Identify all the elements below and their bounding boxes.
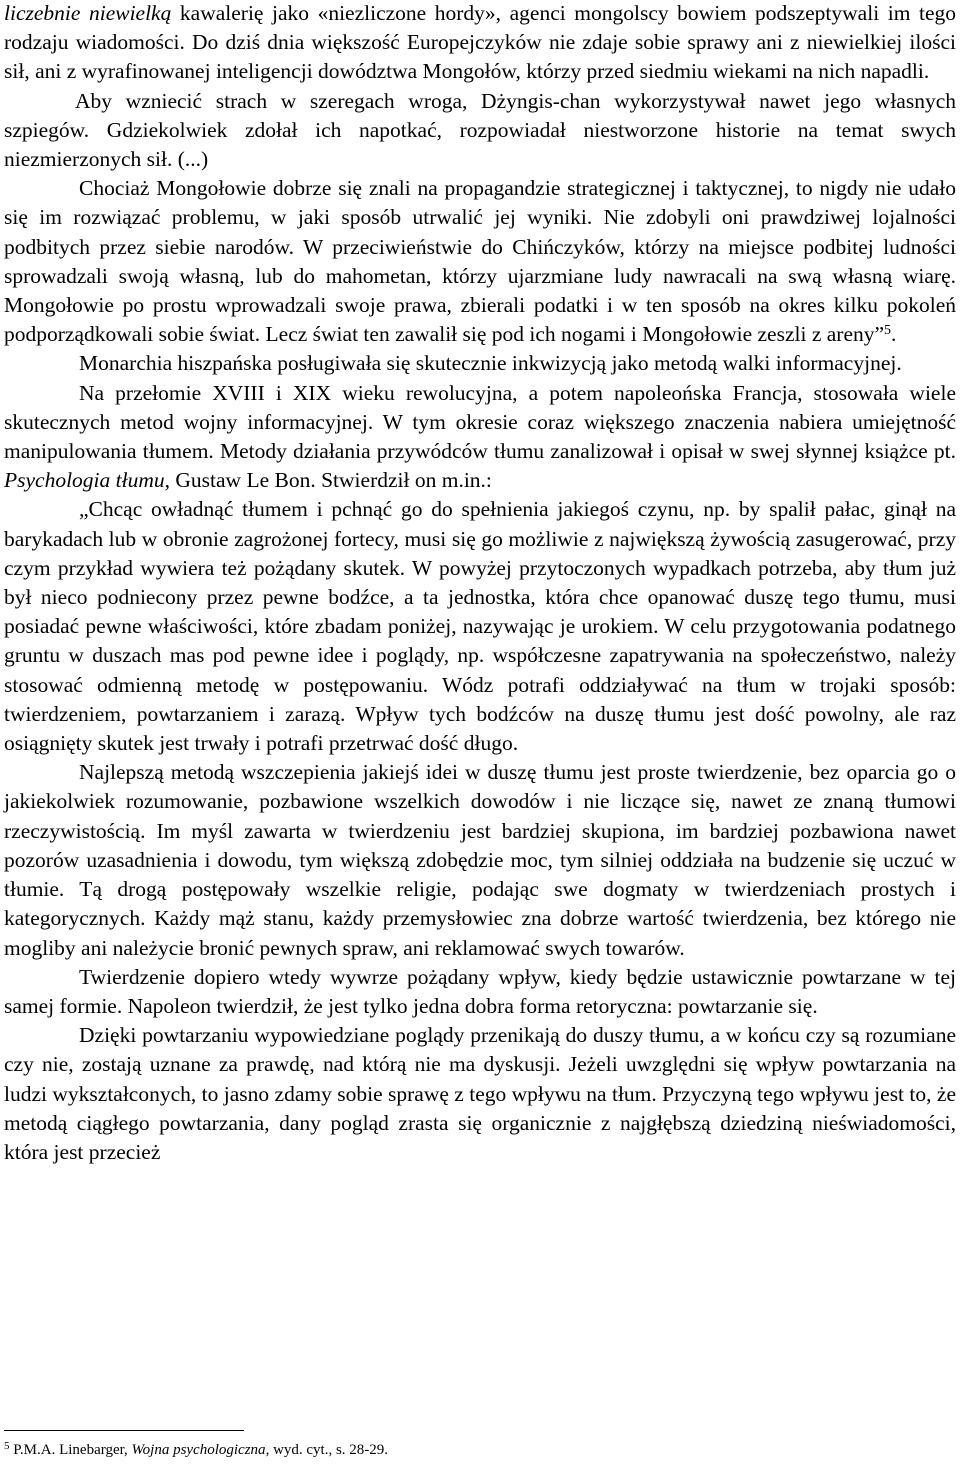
book-title: Psychologia tłumu bbox=[4, 468, 165, 493]
paragraph-text: Chociaż Mongołowie dobrze się znali na propagandzie strategicznej i taktycznej, to nigdy nie udało się im rozwiązać problemu, w jaki sposób utrwalić jej wyniki. Nie zdobyli oni prawdziwej lojalności podbitych przez siebie narodów. W przeciwieństwie do Chińczyków, którzy na miejsce podbitej ludności sprowadzali swoją własną, lub do mahometan, którzy ujarzmiane ludy nawracali na swą własną wiarę. Mongołowie po prostu wprowadzali swoje prawa, zbierali podatki i w ten sposób na okres kilku pokoleń podporządkowali sobie świat. Lecz świat ten zawalił się pod ich nogami i Mongołowie zeszli z areny” bbox=[4, 176, 956, 347]
footnote-divider bbox=[4, 1430, 244, 1431]
footnote bbox=[4, 1440, 388, 1460]
paragraph-le-bon-quote: „Chcąc owładnąć tłumem i pchnąć go do spełnienia jakiegoś czynu, np. by spalił pałac, ginął na barykadach lub w obronie zagrożonej fortecy, musi się go możliwie z największą żywością zasugerować, przy czym przykład wywiera też pożądany skutek. W powyżej przytoczonych wypadkach potrzeba, aby tłum już był nieco podniecony przez pewne bodźce, a ta jednostka, która chce opanować duszę tego tłumu, musi posiadać pewne właściwości, które zbadam poniżej, nazywając je urokiem. W celu przygotowania podatnego gruntu w duszach mas pod pewne idee i poglądy, np. współczesne zapatrywania na społeczeństwo, należy stosować odmienną metodę w postępowaniu. Wódz potrafi oddziaływać na tłum w trojaki sposób: twierdzeniem, powtarzaniem i zarazą. Wpływ tych bodźców na duszę tłumu jest dość powolny, ale raz osiągnięty skutek jest trwały i potrafi przetrwać dość długo. bbox=[4, 497, 956, 756]
paragraph-repetition-effect: Dzięki powtarzaniu wypowiedziane poglądy przenikają do duszy tłumu, a w końcu czy są rozumiane czy nie, zostają uznane za prawdę, nad którą nie ma dyskusji. Jeżeli uwzględni się wpływ powtarzania na ludzi wykształconych, to jasno zdamy sobie sprawę z tego wpływu na tłum. Przyczyną tego wpływu jest to, że metodą ciągłego powtarzania, dany pogląd zrasta się organicznie z najgłębszą dziedziną nieświadomości, która jest przecież bbox=[4, 1023, 956, 1164]
paragraph-assertion-method: Najlepszą metodą wszczepienia jakiejś idei w duszę tłumu jest proste twierdzenie, bez oparcia go o jakiekolwiek rozumowanie, pozbawione wszelkich dowodów i nie liczące się, nawet ze znaną tłumowi rzeczywistością. Im myśl zawarta w twierdzeniu jest bardziej skupiona, im bardziej pozbawiona nawet pozorów uzasadnienia i dowodu, tym większą zdobędzie moc, tym silniej oddziała na budzenie się uczuć w tłumie. Tą drogą postępowały wszelkie religie, podając swe dogmaty w twierdzeniach prostych i kategorycznych. Każdy mąż stanu, każdy przemysłowiec zna dobrze wartość twierdzenia, bez którego nie mogliby ani należycie bronić pewnych spraw, ani reklamować swych towarów. bbox=[4, 760, 956, 960]
paragraph-text: kawalerię jako «niezliczone hordy», agenci mongolscy bowiem podszeptywali im tego rodzaju wiadomości. Do dziś dnia większość Europejczyków nie zdaje sobie sprawy ani z niewielkiej ilości sił, ani z wyrafinowanej inteligencji dowództwa Mongołów, którzy przed siedmiu wiekami na nich napadli. bbox=[4, 1, 956, 84]
paragraph-repetition: Twierdzenie dopiero wtedy wywrze pożądany wpływ, kiedy będzie ustawicznie powtarzane w tej samej formie. Napoleon twierdził, że jest tylko jedna dobra forma retoryczna: powtarzanie się. bbox=[4, 964, 956, 1018]
paragraph-spanish-inquisition: Monarchia hiszpańska posługiwała się skutecznie inkwizycją jako metodą walki informacyjnej. bbox=[79, 351, 902, 376]
footnote-rest: , wyd. cyt., s. 28-29. bbox=[265, 1442, 389, 1458]
paragraph-text: , Gustaw Le Bon. Stwierdził on m.in.: bbox=[164, 468, 492, 493]
footnote-author: P.M.A. Linebarger, bbox=[9, 1442, 132, 1458]
document-page bbox=[4, 0, 956, 1167]
paragraph-mongol-cavalry bbox=[4, 0, 956, 87]
footnote-title: Wojna psychologiczna bbox=[131, 1442, 266, 1458]
paragraph-napoleonic-france bbox=[4, 379, 956, 496]
footnote-number: 5 bbox=[4, 1440, 10, 1452]
footnote-reference[interactable]: 5 bbox=[884, 323, 892, 339]
paragraph-mongol-propaganda bbox=[4, 174, 956, 349]
italic-phrase: liczebnie niewielką bbox=[4, 1, 172, 25]
paragraph-end: . bbox=[891, 322, 897, 347]
paragraph-genghis-spies: Aby wzniecić strach w szeregach wroga, Dżyngis-chan wykorzystywał nawet jego własnych szpiegów. Gdziekolwiek zdołał ich napotkać, rozpowiadał niestworzone historie na temat swych niezmierzonych sił. (...) bbox=[4, 88, 956, 172]
paragraph-text: Na przełomie XVIII i XIX wieku rewolucyjna, a potem napoleońska Francja, stosowała wiele skutecznych metod wojny informacyjnej. W tym okresie coraz większego znaczenia nabiera umiejętność manipulowania tłumem. Metody działania przywódców tłumu zanalizował i opisał w swej słynnej książce pt. bbox=[4, 380, 956, 464]
